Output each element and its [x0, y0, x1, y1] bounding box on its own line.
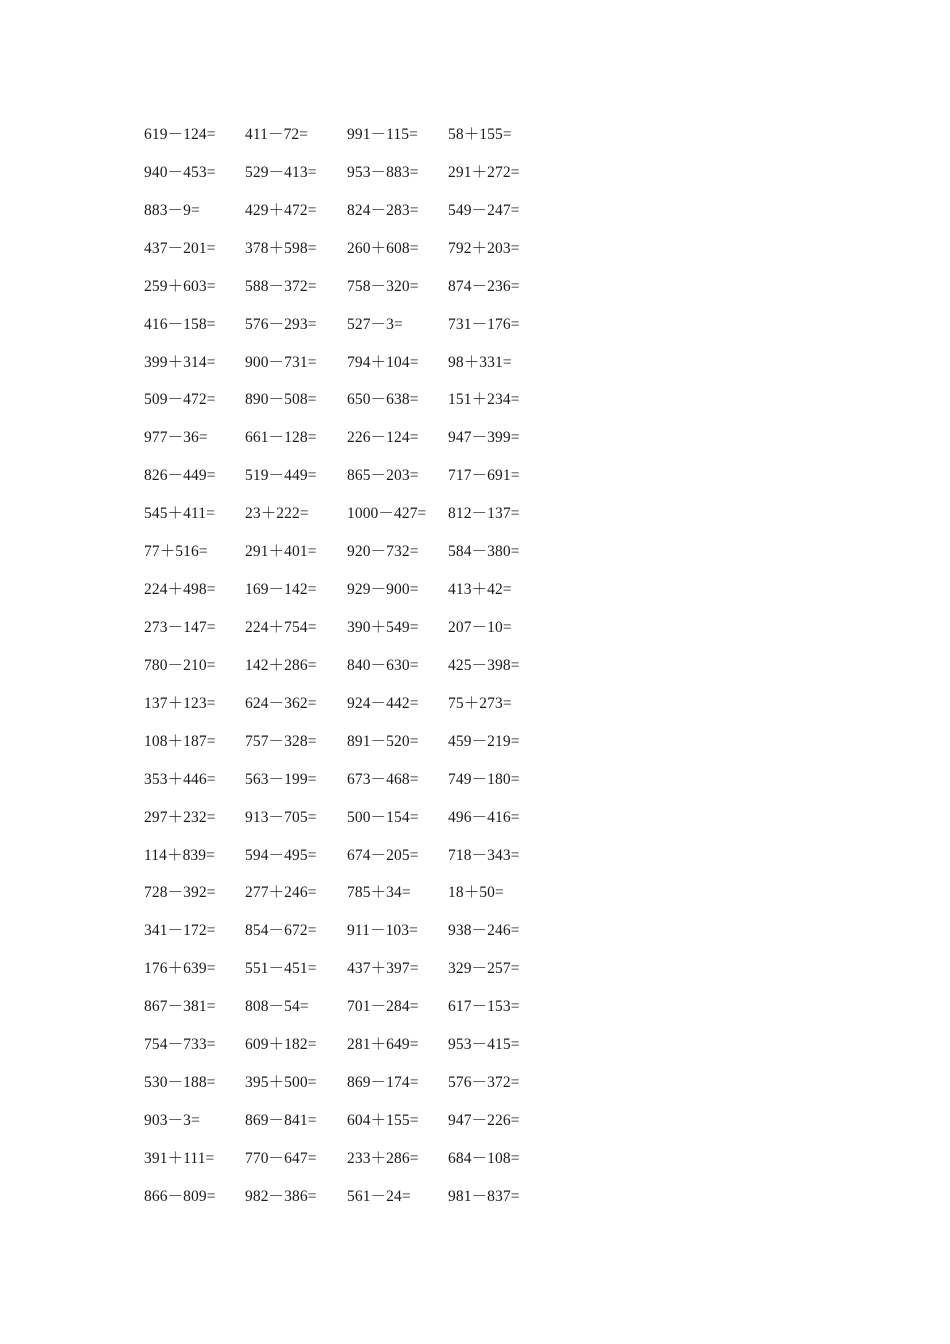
problem-row	[0, 799, 950, 837]
problem-row	[0, 192, 950, 230]
math-problem: 865－203=	[347, 467, 419, 485]
math-problem: 169－142=	[245, 581, 317, 599]
math-problem: 142＋286=	[245, 656, 317, 674]
math-problem: 224＋498=	[144, 581, 216, 599]
math-problem: 731－176=	[448, 315, 520, 333]
math-problem: 953－883=	[347, 163, 419, 181]
problem-row	[0, 874, 950, 912]
math-problem: 977－36=	[144, 429, 208, 447]
math-problem: 826－449=	[144, 467, 216, 485]
math-problem: 900－731=	[245, 353, 317, 371]
math-problem: 869－174=	[347, 1074, 419, 1092]
math-problem: 576－293=	[245, 315, 317, 333]
math-problem: 588－372=	[245, 277, 317, 295]
math-problem: 273－147=	[144, 618, 216, 636]
math-problem: 717－691=	[448, 467, 520, 485]
math-problem: 233＋286=	[347, 1149, 419, 1167]
math-problem: 527－3=	[347, 315, 403, 333]
math-problem: 812－137=	[448, 505, 520, 523]
math-problem: 259＋603=	[144, 277, 216, 295]
problem-row	[0, 1064, 950, 1102]
math-problem: 224＋754=	[245, 618, 317, 636]
math-problem: 545＋411=	[144, 505, 215, 523]
math-problem: 808－54=	[245, 998, 309, 1016]
math-problem: 1000－427=	[347, 505, 427, 523]
math-problem: 413＋42=	[448, 581, 512, 599]
math-problem: 226－124=	[347, 429, 419, 447]
problem-row	[0, 268, 950, 306]
math-problem: 549－247=	[448, 201, 520, 219]
problem-row	[0, 912, 950, 950]
problem-row	[0, 723, 950, 761]
math-problem: 291＋401=	[245, 543, 317, 561]
math-problem: 75＋273=	[448, 694, 512, 712]
math-problem: 529－413=	[245, 163, 317, 181]
math-problem: 58＋155=	[448, 126, 512, 143]
math-problem: 929－900=	[347, 581, 419, 599]
math-problem: 207－10=	[448, 618, 512, 636]
math-problem: 913－705=	[245, 808, 317, 826]
math-problem: 824－283=	[347, 201, 419, 219]
math-problem: 108＋187=	[144, 732, 216, 750]
problem-row	[0, 419, 950, 457]
problem-row	[0, 533, 950, 571]
math-problem: 757－328=	[245, 732, 317, 750]
math-problem: 496－416=	[448, 808, 520, 826]
problem-row	[0, 381, 950, 419]
math-problem: 151＋234=	[448, 391, 520, 409]
math-problem: 530－188=	[144, 1074, 216, 1092]
math-problem: 114＋839=	[144, 846, 215, 864]
math-problem: 920－732=	[347, 543, 419, 561]
math-problem: 891－520=	[347, 732, 419, 750]
math-problem: 429＋472=	[245, 201, 317, 219]
problem-row	[0, 950, 950, 988]
math-problem: 281＋649=	[347, 1036, 419, 1054]
math-problem: 584－380=	[448, 543, 520, 561]
math-problem: 176＋639=	[144, 960, 216, 978]
math-problem: 609＋182=	[245, 1036, 317, 1054]
math-problem: 869－841=	[245, 1111, 317, 1129]
math-problem: 770－647=	[245, 1149, 317, 1167]
math-problem: 277＋246=	[245, 884, 317, 902]
math-problem: 459－219=	[448, 732, 520, 750]
math-problem: 674－205=	[347, 846, 419, 864]
problem-row	[0, 154, 950, 192]
math-problem: 353＋446=	[144, 770, 216, 788]
math-problem: 749－180=	[448, 770, 520, 788]
math-problem: 509－472=	[144, 391, 216, 409]
problem-row	[0, 457, 950, 495]
math-problem: 673－468=	[347, 770, 419, 788]
math-problem: 718－343=	[448, 846, 520, 864]
math-problem: 137＋123=	[144, 694, 216, 712]
math-problem: 619－124=	[144, 126, 216, 143]
math-problem: 758－320=	[347, 277, 419, 295]
problem-row	[0, 609, 950, 647]
problem-row	[0, 988, 950, 1026]
math-problem: 785＋34=	[347, 884, 411, 902]
math-problem: 341－172=	[144, 922, 216, 940]
math-problem: 563－199=	[245, 770, 317, 788]
math-problem: 98＋331=	[448, 353, 512, 371]
problem-row	[0, 116, 950, 154]
math-problem: 561－24=	[347, 1187, 411, 1205]
math-problem: 661－128=	[245, 429, 317, 447]
math-problem: 867－381=	[144, 998, 216, 1016]
math-problem: 437－201=	[144, 239, 216, 257]
math-problem: 981－837=	[448, 1187, 520, 1205]
problem-row	[0, 1102, 950, 1140]
math-problem: 794＋104=	[347, 353, 419, 371]
problem-row	[0, 344, 950, 382]
math-problem: 260＋608=	[347, 239, 419, 257]
problem-row	[0, 1140, 950, 1178]
problem-row	[0, 1178, 950, 1216]
math-problem: 780－210=	[144, 656, 216, 674]
math-problem: 840－630=	[347, 656, 419, 674]
math-problem: 297＋232=	[144, 808, 216, 826]
problem-row	[0, 685, 950, 723]
problem-row	[0, 306, 950, 344]
math-problem: 391＋111=	[144, 1149, 215, 1167]
math-problem: 576－372=	[448, 1074, 520, 1092]
math-problem: 938－246=	[448, 922, 520, 940]
math-problem: 378＋598=	[245, 239, 317, 257]
math-problem: 411－72=	[245, 126, 309, 143]
math-problem: 551－451=	[245, 960, 317, 978]
math-problem: 890－508=	[245, 391, 317, 409]
math-problem: 792＋203=	[448, 239, 520, 257]
math-problem: 991－115=	[347, 126, 418, 143]
math-problem: 883－9=	[144, 201, 200, 219]
math-problem: 624－362=	[245, 694, 317, 712]
math-problem: 940－453=	[144, 163, 216, 181]
math-problem: 754－733=	[144, 1036, 216, 1054]
math-problem: 23＋222=	[245, 505, 309, 523]
math-problem: 684－108=	[448, 1149, 520, 1167]
math-problem: 77＋516=	[144, 543, 208, 561]
math-problem: 701－284=	[347, 998, 419, 1016]
math-problem: 650－638=	[347, 391, 419, 409]
math-problem: 982－386=	[245, 1187, 317, 1205]
math-problem: 854－672=	[245, 922, 317, 940]
math-problem: 425－398=	[448, 656, 520, 674]
problem-row	[0, 647, 950, 685]
math-problem: 390＋549=	[347, 618, 419, 636]
problem-row	[0, 495, 950, 533]
math-problem: 416－158=	[144, 315, 216, 333]
math-problem: 291＋272=	[448, 163, 520, 181]
math-problem: 924－442=	[347, 694, 419, 712]
problem-row	[0, 837, 950, 875]
math-problem: 947－226=	[448, 1111, 520, 1129]
math-problem: 519－449=	[245, 467, 317, 485]
math-problem: 395＋500=	[245, 1074, 317, 1092]
problem-row	[0, 571, 950, 609]
math-problem: 594－495=	[245, 846, 317, 864]
math-problem: 947－399=	[448, 429, 520, 447]
problem-row	[0, 1026, 950, 1064]
math-problem: 399＋314=	[144, 353, 216, 371]
math-problem: 500－154=	[347, 808, 419, 826]
math-problem: 866－809=	[144, 1187, 216, 1205]
math-problem: 874－236=	[448, 277, 520, 295]
problem-row	[0, 761, 950, 799]
arithmetic-worksheet	[0, 116, 950, 1216]
math-problem: 329－257=	[448, 960, 520, 978]
math-problem: 617－153=	[448, 998, 520, 1016]
math-problem: 911－103=	[347, 922, 418, 940]
math-problem: 728－392=	[144, 884, 216, 902]
math-problem: 604＋155=	[347, 1111, 419, 1129]
math-problem: 953－415=	[448, 1036, 520, 1054]
math-problem: 437＋397=	[347, 960, 419, 978]
problem-row	[0, 230, 950, 268]
math-problem: 903－3=	[144, 1111, 200, 1129]
math-problem: 18＋50=	[448, 884, 504, 902]
